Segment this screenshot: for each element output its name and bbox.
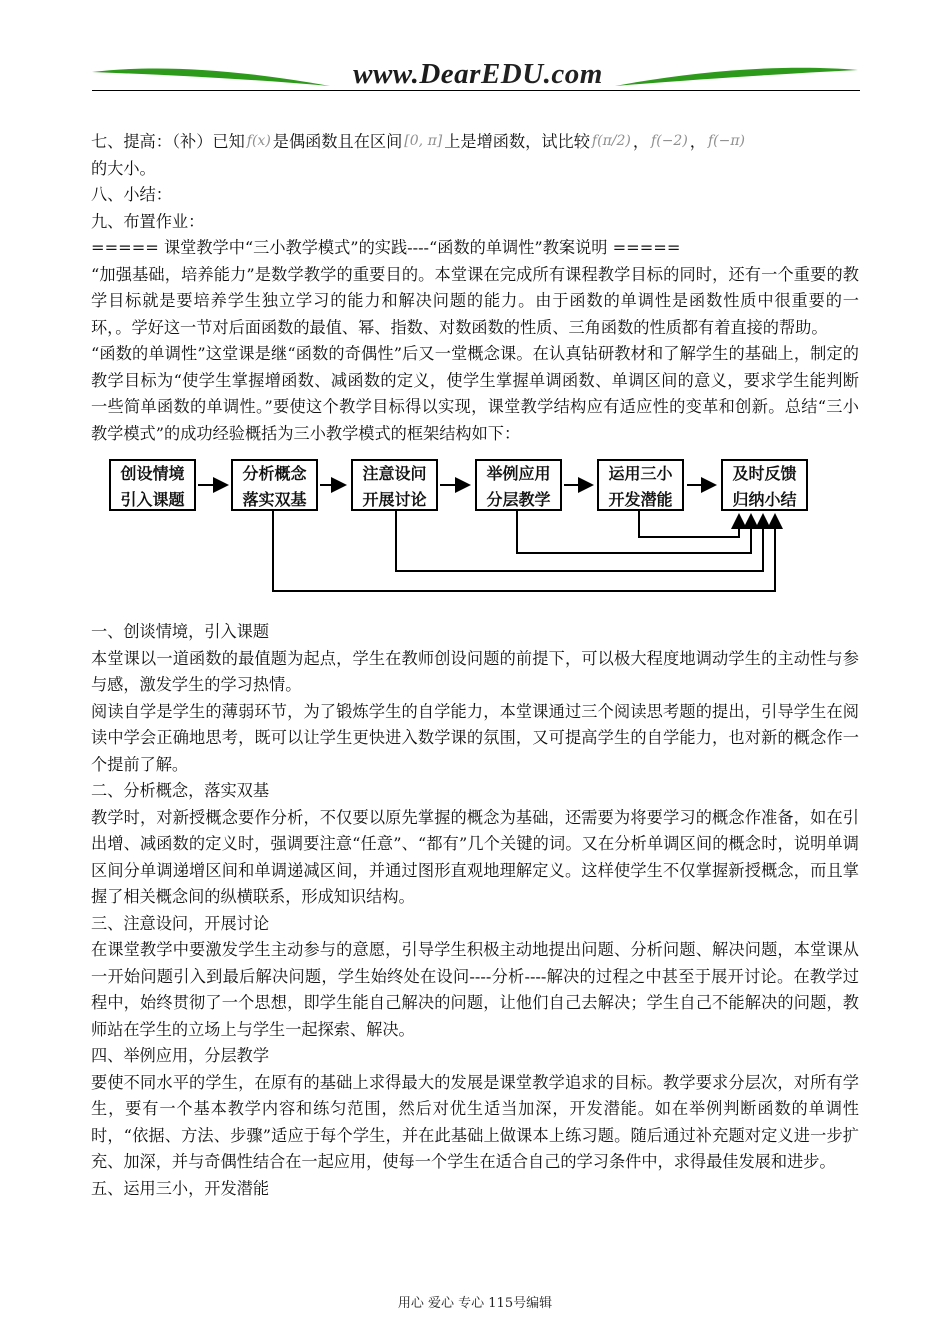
- section-9-homework: 九、布置作业：: [91, 211, 205, 231]
- flow-box-2-line-2: 落实双基: [242, 490, 307, 509]
- flow-box-6: [721, 459, 808, 511]
- flow-box-1-line-2: 引入课题: [120, 490, 185, 509]
- site-logo[interactable]: [328, 58, 628, 91]
- flow-box-5-line-1: 运用三小: [608, 464, 673, 483]
- math-f-neg-pi: f(−π): [707, 133, 746, 149]
- feedback-from-5: [639, 511, 739, 537]
- section-heading-2: 二、分析概念，落实双基: [91, 781, 270, 800]
- right-swoosh: [615, 68, 858, 86]
- flow-box-6-line-1: 及时反馈: [732, 464, 797, 483]
- q7-text-end: 的大小。: [91, 158, 156, 178]
- math-f-pi-half: f(π/2): [591, 133, 631, 149]
- math-f-neg2: f(−2): [651, 133, 688, 149]
- page-footer: 用心 爱心 专心 115号编辑: [397, 1296, 553, 1311]
- section-heading-3: 三、注意设问，开展讨论: [91, 913, 270, 933]
- flow-box-3-line-2: 开展讨论: [362, 490, 427, 509]
- section-8-summary: 八、小结：: [91, 185, 172, 204]
- flow-box-1: [109, 459, 196, 511]
- section-4-paragraph-1: 要使不同水平的学生，在原有的基础上求得最大的发展是课堂教学追求的目标。教学要求分层次，对所有学生，要有一个基本教学内容和练匀范围，然后对优生适当加深，开发潜能。如在举例判断函数的单调性时，“依据、方法、步骤”适应于每个学生，并在此基础上做课本上练习题。随后通过补充题对定义进一步扩充、加深，并与奇偶性结合在一起应用，使每一个学生在适合自己的学习条件中，求得最佳发展和进步。: [91, 1072, 859, 1171]
- flow-box-4-line-2: 分层教学: [486, 490, 551, 509]
- feedback-from-2: [273, 511, 775, 591]
- paragraph-1: “加强基础，培养能力”是数学教学的重要目的。本堂课在完成所有课程教学目标的同时，还有一个重要的教学目标就是要培养学生独立学习的能力和解决问题的能力。由于函数的单调性是函数性质中很重要的一环，。学好这一节对后面函数的最值、幂、指数、对数函数的性质、三角函数的性质都有着直接的帮助。: [91, 264, 859, 337]
- flow-box-5: [597, 459, 684, 511]
- math-fx: f(x): [246, 133, 271, 149]
- q7-text-b: 是偶函数且在区间: [272, 132, 403, 151]
- question-7: [91, 128, 859, 182]
- flow-box-3-line-1: 注意设问: [362, 464, 427, 483]
- q7-text-c: 上是增函数，试比较: [444, 132, 590, 151]
- section-heading-1: 一、创谈情境，引入课题: [91, 622, 270, 641]
- flow-box-1-line-1: 创设情境: [120, 464, 185, 483]
- math-interval: [0, π]: [404, 133, 443, 149]
- header-rule: [92, 90, 860, 91]
- left-swoosh: [92, 68, 330, 86]
- teaching-model-flowchart: [91, 455, 859, 607]
- section-heading-5: 五、运用三小，开发潜能: [91, 1178, 270, 1198]
- logo-accent-text: EDU.com: [480, 58, 603, 90]
- q7-sep-1: ，: [632, 132, 650, 151]
- q7-text-a: 七、提高：（补）已知: [91, 132, 245, 151]
- logo-main-text: www.Dear: [353, 58, 481, 90]
- flow-box-3: [351, 459, 438, 511]
- section-3-paragraph-1: 在课堂教学中要激发学生主动参与的意愿，引导学生积极主动地提出问题、分析问题、解决问题，本堂课从一开始问题引入到最后解决问题，学生始终处在设问----分析----解决的过程之中甚至于展开讨论。在教学过程中，始终贯彻了一个思想，即学生能自己解决的问题，让他们自己去解决；学生自己不能解决的问题，教师站在学生的立场上与学生一起探索、解决。: [91, 940, 859, 1039]
- document-body: [91, 128, 859, 1202]
- feedback-from-4: [517, 511, 751, 553]
- flow-box-2-line-1: 分析概念: [242, 464, 307, 483]
- flow-box-4: [475, 459, 562, 511]
- feedback-from-3: [396, 511, 763, 571]
- section-heading-4: 四、举例应用，分层教学: [91, 1046, 270, 1065]
- page-header: [0, 0, 950, 100]
- paragraph-2: “函数的单调性”这堂课是继“函数的奇偶性”后又一堂概念课。在认真钻研教材和了解学生的基础上，制定的教学目标为“使学生掌握增函数、减函数的定义，使学生掌握单调函数、单调区间的意义，要求学生能判断一些简单函数的单调性。”要使这个教学目标得以实现，课堂教学结构应有适应性的变革和创新。总结“三小教学模式”的成功经验概括为三小教学模式的框架结构如下：: [91, 344, 859, 443]
- flow-box-6-line-2: 归纳小结: [732, 490, 797, 509]
- section-1-paragraph-2: 阅读自学是学生的薄弱环节，为了锻炼学生的自学能力，本堂课通过三个阅读思考题的提出，引导学生在阅读中学会正确地思考，既可以让学生更快进入数学课的氛围，又可提高学生的自学能力，也对新的概念作一个提前了解。: [91, 701, 859, 774]
- section-1-paragraph-1: 本堂课以一道函数的最值题为起点，学生在教师创设问题的前提下，可以极大程度地调动学生的主动性与参与感，激发学生的学习热情。: [91, 648, 859, 694]
- explanation-banner: ===== 课堂教学中“三小教学模式”的实践----“函数的单调性”教案说明 =====: [91, 238, 681, 257]
- q7-sep-2: ，: [689, 132, 706, 151]
- flow-box-2: [231, 459, 318, 511]
- flow-box-5-line-2: 开发潜能: [608, 490, 673, 509]
- flow-box-4-line-1: 举例应用: [486, 464, 551, 483]
- section-2-paragraph-1: 教学时，对新授概念要作分析，不仅要以原先掌握的概念为基础，还需要为将要学习的概念作准备，如在引出增、减函数的定义时，强调要注意“任意”、“都有”几个关键的词。又在分析单调区间的概念时，说明单调区间分单调递增区间和单调递减区间，并通过图形直观地理解定义。这样使学生不仅掌握新授概念，而且掌握了相关概念间的纵横联系，形成知识结构。: [91, 807, 859, 906]
